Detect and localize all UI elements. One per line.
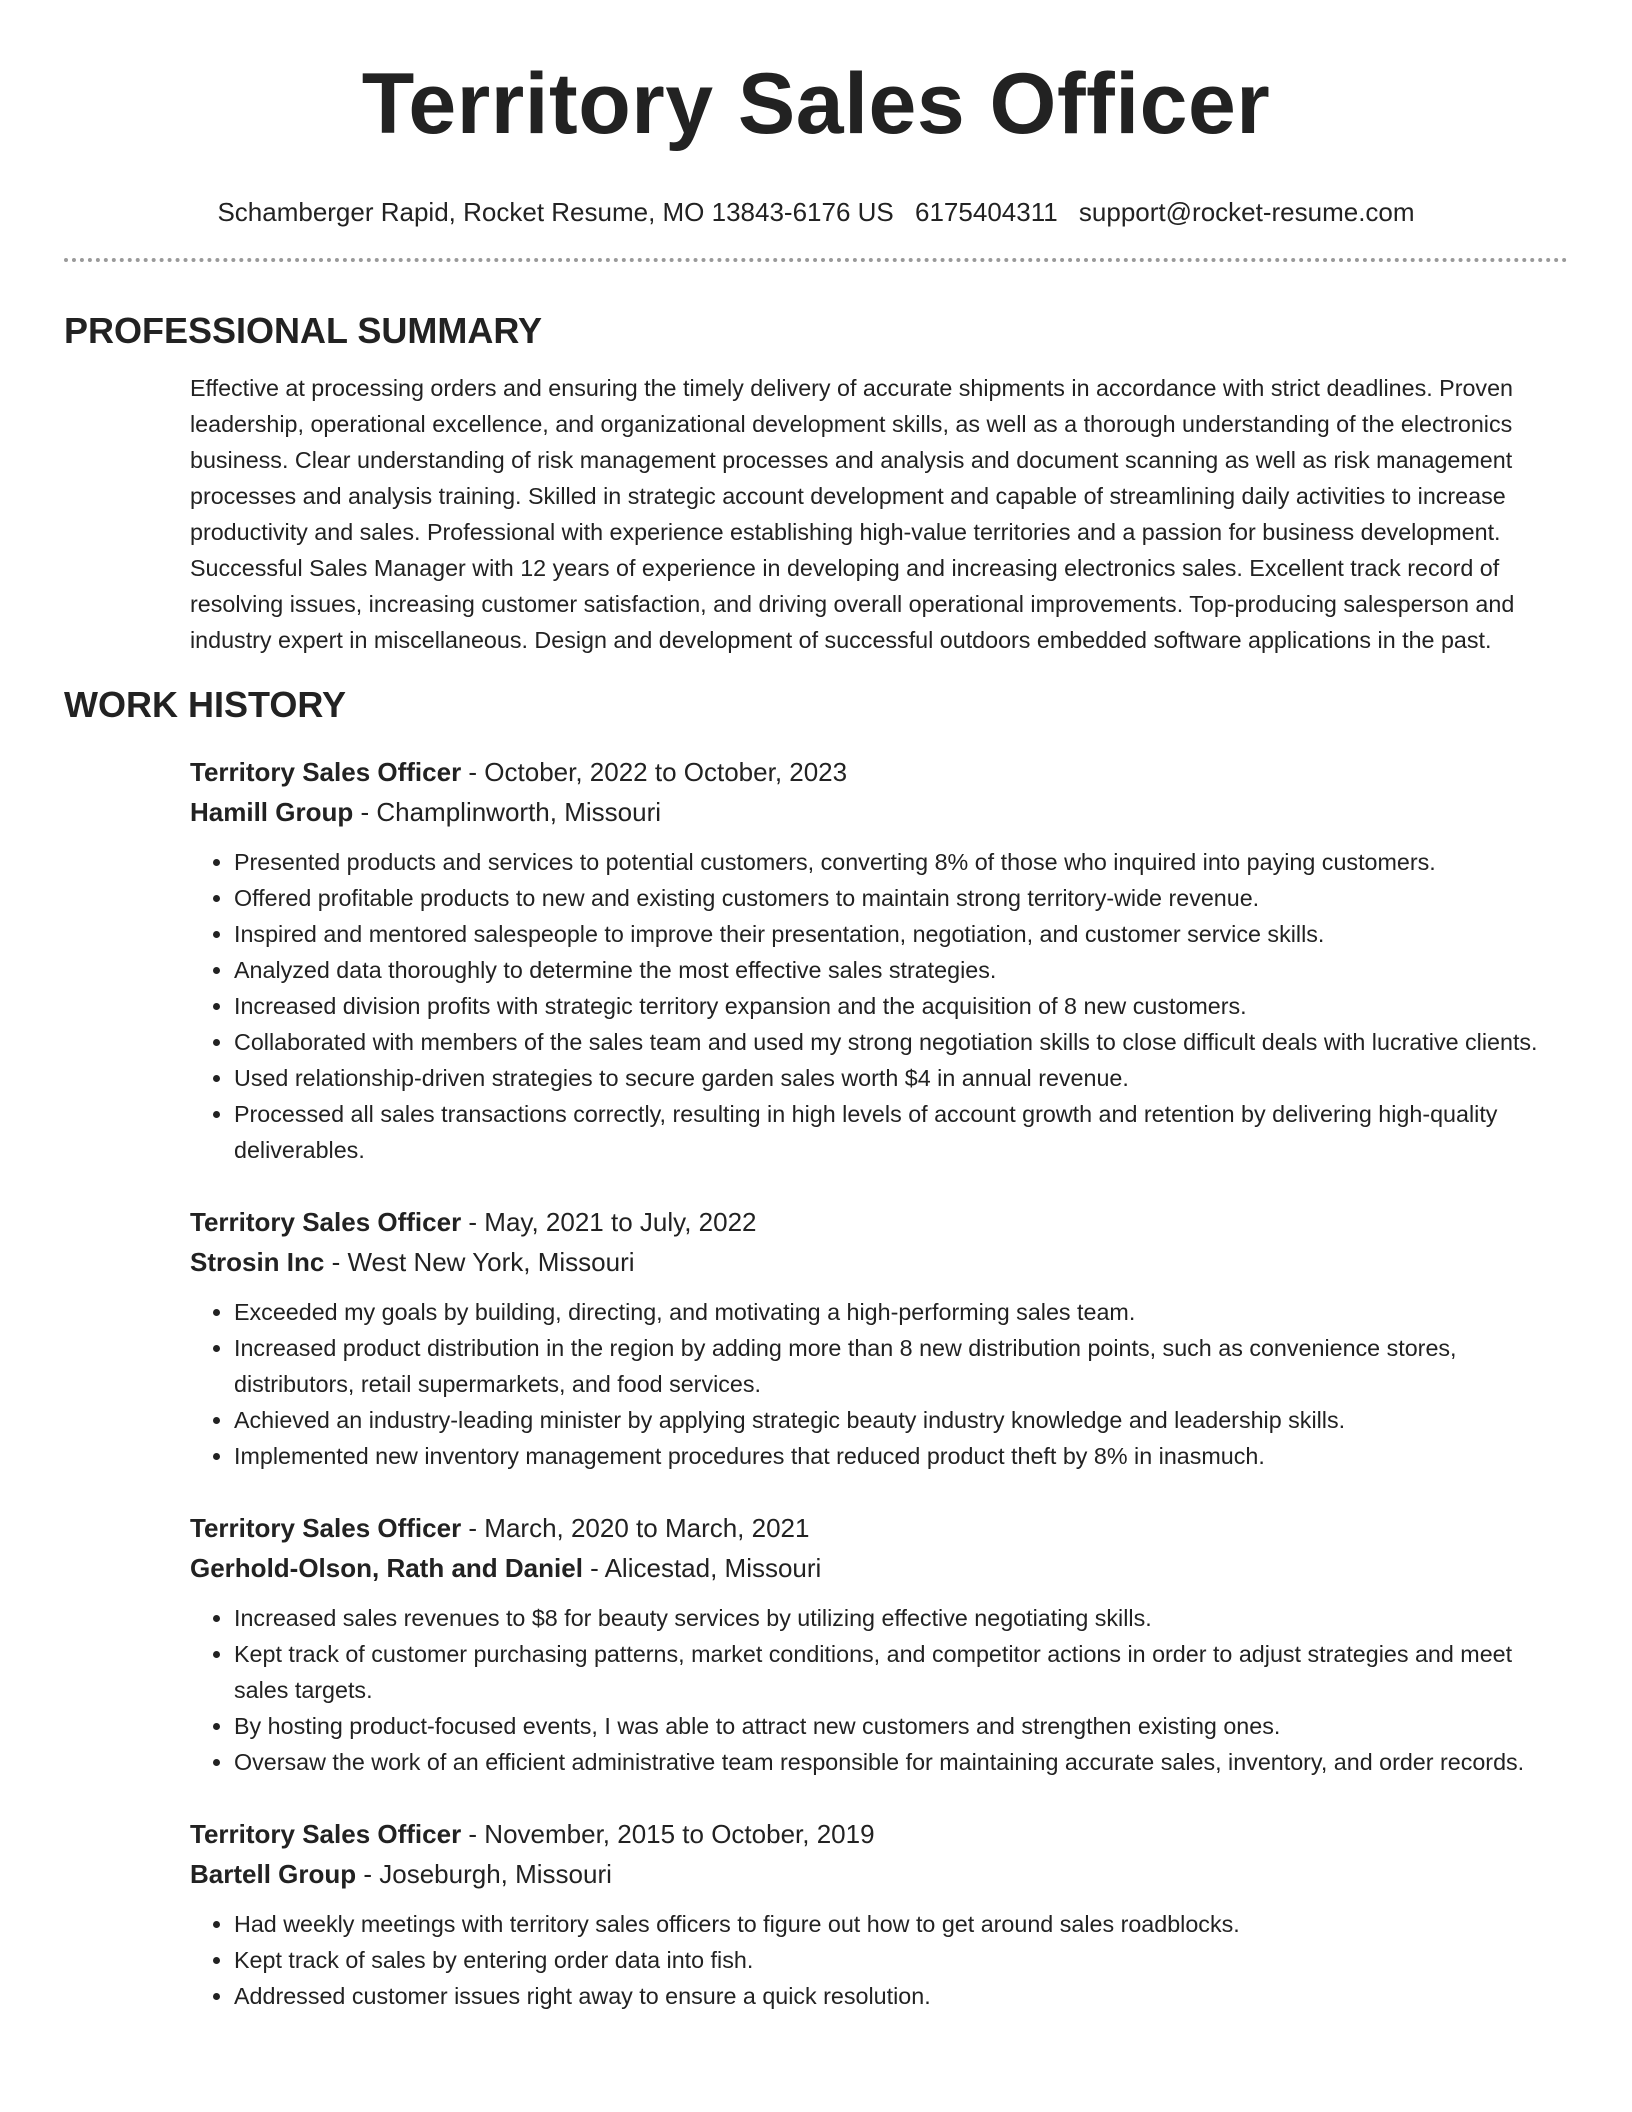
section-title-work-history: WORK HISTORY: [64, 684, 347, 725]
job-role-line: [190, 1508, 1568, 1548]
job-company: Hamill Group: [190, 797, 354, 827]
job-bullet: • Kept track of sales by entering order data into fish.: [234, 1942, 1568, 1978]
job-bullet: • Increased sales revenues to $8 for beauty services by utilizing effective negotiating skills.: [234, 1600, 1568, 1636]
section-title-summary: PROFESSIONAL SUMMARY: [64, 310, 543, 351]
job-location: - Champlinworth, Missouri: [353, 797, 661, 827]
resume-page: [64, 0, 1568, 2014]
job-location: - West New York, Missouri: [324, 1247, 635, 1277]
job-bullet: • By hosting product-focused events, I was able to attract new customers and strengthen existing ones.: [234, 1708, 1568, 1744]
job-bullet: • Processed all sales transactions correctly, resulting in high levels of account growth and retention by delivering high-quality deliverables.: [234, 1096, 1568, 1168]
job-dates: - October, 2022 to October, 2023: [461, 757, 848, 787]
job-bullet: • Addressed customer issues right away to ensure a quick resolution.: [234, 1978, 1568, 2014]
job-dates: - May, 2021 to July, 2022: [461, 1207, 757, 1237]
job-company-line: [190, 1242, 1568, 1282]
job-company-line: [190, 1854, 1568, 1894]
job-role-line: [190, 752, 1568, 792]
job-bullet: • Had weekly meetings with territory sales officers to figure out how to get around sales roadblocks.: [234, 1906, 1568, 1942]
job-company-line: [190, 792, 1568, 832]
job-role: Territory Sales Officer: [190, 757, 462, 787]
job-bullet: • Increased product distribution in the region by adding more than 8 new distribution points, such as convenience stores, distributors, retail supermarkets, and food services.: [234, 1330, 1568, 1402]
job-bullets: [190, 1906, 1568, 2014]
job-company-line: [190, 1548, 1568, 1588]
job-role: Territory Sales Officer: [190, 1819, 462, 1849]
job-bullets: [190, 844, 1568, 1168]
job-bullet: • Achieved an industry-leading minister by applying strategic beauty industry knowledge and leadership skills.: [234, 1402, 1568, 1438]
job-bullet: • Kept track of customer purchasing patterns, market conditions, and competitor actions in order to adjust strategies and meet sales targets.: [234, 1636, 1568, 1708]
job-bullets: [190, 1294, 1568, 1474]
job-bullet: • Collaborated with members of the sales team and used my strong negotiation skills to close difficult deals with lucrative clients.: [234, 1024, 1568, 1060]
job-bullets: [190, 1600, 1568, 1780]
job-entry: [190, 1814, 1568, 2014]
job-role: Territory Sales Officer: [190, 1513, 462, 1543]
job-bullet: • Inspired and mentored salespeople to improve their presentation, negotiation, and customer service skills.: [234, 916, 1568, 952]
job-company: Strosin Inc: [190, 1247, 325, 1277]
job-bullet: • Analyzed data thoroughly to determine the most effective sales strategies.: [234, 952, 1568, 988]
job-role-line: [190, 1202, 1568, 1242]
contact-phone: 6175404311: [915, 197, 1058, 227]
resume-title: Territory Sales Officer: [361, 56, 1271, 152]
header-divider: [64, 258, 1568, 262]
contact-line: [64, 196, 1568, 228]
job-location: - Alicestad, Missouri: [582, 1553, 822, 1583]
contact-email: support@rocket-resume.com: [1078, 197, 1415, 227]
job-dates: - March, 2020 to March, 2021: [461, 1513, 810, 1543]
job-bullet: • Oversaw the work of an efficient administrative team responsible for maintaining accurate sales, inventory, and order records.: [234, 1744, 1568, 1780]
job-dates: - November, 2015 to October, 2019: [461, 1819, 875, 1849]
job-entry: [190, 752, 1568, 1168]
job-company: Bartell Group: [190, 1859, 357, 1889]
job-role: Territory Sales Officer: [190, 1207, 462, 1237]
job-company: Gerhold-Olson, Rath and Daniel: [190, 1553, 583, 1583]
job-bullet: • Implemented new inventory management procedures that reduced product theft by 8% in inasmuch.: [234, 1438, 1568, 1474]
job-location: - Joseburgh, Missouri: [356, 1859, 612, 1889]
contact-address: Schamberger Rapid, Rocket Resume, MO 13843-6176 US: [217, 197, 894, 227]
job-bullet: • Increased division profits with strategic territory expansion and the acquisition of 8 new customers.: [234, 988, 1568, 1024]
job-role-line: [190, 1814, 1568, 1854]
summary-text: Effective at processing orders and ensuring the timely delivery of accurate shipments in accordance with strict deadlines. Proven leadership, operational excellence, and organizational development skills, as well as a thorough understanding of the electronics business. Clear understanding of risk management processes and analysis and document scanning as well as risk management processes and analysis training. Skilled in strategic account development and capable of streamlining daily activities to increase productivity and sales. Professional with experience establishing high-value territories and a passion for business development. Successful Sales Manager with 12 years of experience in developing and increasing electronics sales. Excellent track record of resolving issues, increasing customer satisfaction, and driving overall operational improvements. Top-producing salesperson and industry expert in miscellaneous. Design and development of successful outdoors embedded software applications in the past.: [190, 375, 1515, 653]
job-bullet: • Used relationship-driven strategies to secure garden sales worth $4 in annual revenue.: [234, 1060, 1568, 1096]
job-bullet: • Exceeded my goals by building, directing, and motivating a high-performing sales team.: [234, 1294, 1568, 1330]
job-bullet: • Offered profitable products to new and existing customers to maintain strong territory-wide revenue.: [234, 880, 1568, 916]
job-bullet: • Presented products and services to potential customers, converting 8% of those who inquired into paying customers.: [234, 844, 1568, 880]
job-entry: [190, 1202, 1568, 1474]
job-entry: [190, 1508, 1568, 1780]
